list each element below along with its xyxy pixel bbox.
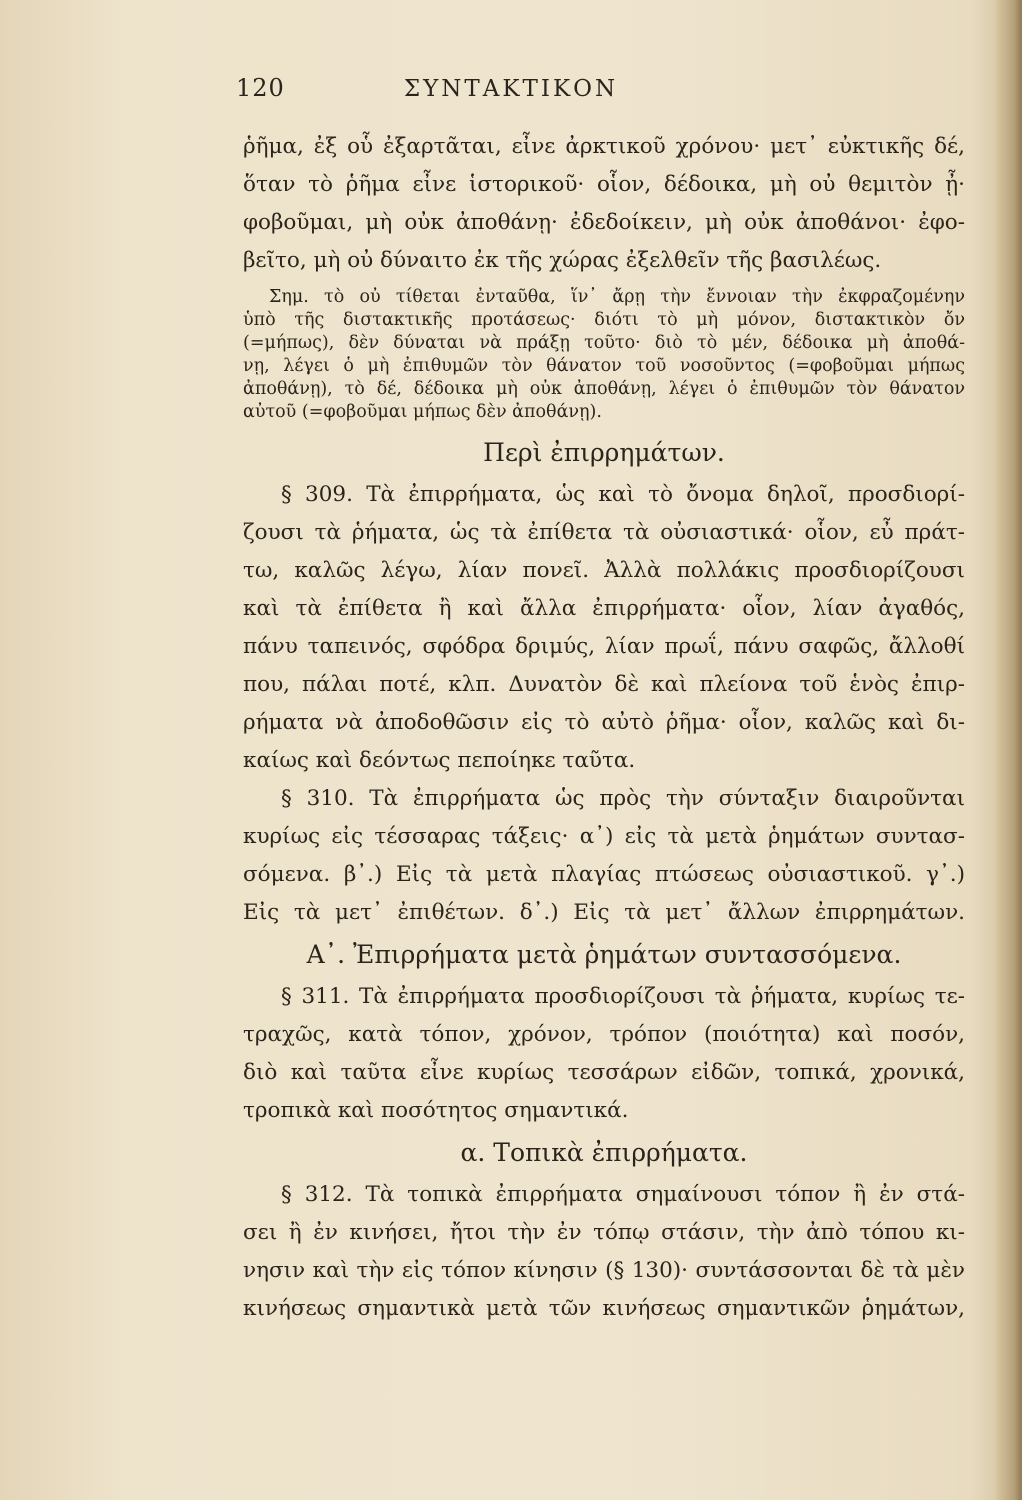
text-line: σόμενα. β᾽.) Εἰς τὰ μετὰ πλαγίας πτώσεως οὐσιαστικοῦ. γ᾽.) <box>243 862 965 887</box>
text-line: ὅταν τὸ ῥῆμα εἶνε ἱστορικοῦ· οἷον, δέδοικα, μὴ οὐ θεμιτὸν ᾖ· <box>243 172 965 197</box>
text-line: Εἰς τὰ μετ᾽ ἐπιθέτων. δ᾽.) Εἰς τὰ μετ᾽ ἄλλων ἐπιρρημάτων. <box>243 900 965 925</box>
text-line: καὶ τὰ ἐπίθετα ἢ καὶ ἄλλα ἐπιρρήματα· οἷον, λίαν ἀγαθός, <box>243 596 965 621</box>
text-line: κινήσεως σημαντικὰ μετὰ τῶν κινήσεως σημαντικῶν ῥημάτων, <box>243 1296 965 1321</box>
text-line: διὸ καὶ ταῦτα εἶνε κυρίως τεσσάρων εἰδῶν, τοπικά, χρονικά, <box>243 1060 965 1085</box>
text-line: φοβοῦμαι, μὴ οὐκ ἀποθάνῃ· ἐδεδοίκειν, μὴ οὐκ ἀποθάνοι· ἐφο- <box>243 210 965 235</box>
page-edge <box>996 0 1022 1500</box>
text-line: § 310. Τὰ ἐπιρρήματα ὡς πρὸς τὴν σύνταξιν διαιροῦνται <box>281 786 965 811</box>
note-line: νῃ, λέγει ὁ μὴ ἐπιθυμῶν τὸν θάνατον τοῦ νοσοῦντος (=φοβοῦμαι μήπως <box>243 356 965 376</box>
section-309 <box>243 476 965 780</box>
text-line: τω, καλῶς λέγω, λίαν πονεῖ. Ἀλλὰ πολλάκις προσδιορίζουσι <box>243 558 965 583</box>
text-body <box>243 128 965 1328</box>
text-line: βεῖτο, μὴ οὐ δύναιτο ἐκ τῆς χώρας ἐξελθεῖν τῆς βασιλέως. <box>243 248 882 273</box>
section-heading: Α᾽. Ἐπιρρήματα μετὰ ῥημάτων συντασσόμενα. <box>306 940 902 969</box>
note-line: (=μήπως), δὲν δύναται νὰ πράξῃ τοῦτο· διὸ τὸ μέν, δέδοικα μὴ ἀποθά- <box>243 333 965 353</box>
text-line: σει ἢ ἐν κινήσει, ἤτοι τὴν ἐν τόπῳ στάσιν, τὴν ἀπὸ τόπου κι- <box>243 1220 965 1245</box>
section-heading: α. Τοπικὰ ἐπιρρήματα. <box>460 1138 748 1167</box>
text-line: τροπικὰ καὶ ποσότητος σημαντικά. <box>243 1098 629 1123</box>
note-line: ἀποθάνῃ), τὸ δέ, δέδοικα μὴ οὐκ ἀποθάνῃ, λέγει ὁ ἐπιθυμῶν τὸν θάνατον <box>243 379 965 399</box>
note-line: ὑπὸ τῆς διστακτικῆς προτάσεως· διότι τὸ μὴ μόνον, διστακτικὸν ὄν <box>243 310 965 330</box>
section-heading: Περὶ ἐπιρρημάτων. <box>483 438 725 467</box>
text-line: που, πάλαι ποτέ, κλπ. Δυνατὸν δὲ καὶ πλείονα τοῦ ἑνὸς ἐπιρ- <box>243 672 965 697</box>
text-line: καίως καὶ δεόντως πεποίηκε ταῦτα. <box>243 748 636 773</box>
text-line: § 312. Τὰ τοπικὰ ἐπιρρήματα σημαίνουσι τόπον ἢ ἐν στά- <box>281 1182 965 1207</box>
text-line: κυρίως εἰς τέσσαρας τάξεις· α᾽) εἰς τὰ μετὰ ῥημάτων συντασ- <box>243 824 965 849</box>
section-310 <box>243 780 965 932</box>
text-line: νησιν καὶ τὴν εἰς τόπον κίνησιν (§ 130)· συντάσσονται δὲ τὰ μὲν <box>243 1258 965 1283</box>
text-line: ῥῆμα, ἐξ οὗ ἐξαρτᾶται, εἶνε ἀρκτικοῦ χρόνου· μετ᾽ εὐκτικῆς δέ, <box>243 134 965 159</box>
note-line: αὐτοῦ (=φοβοῦμαι μήπως δὲν ἀποθάνῃ). <box>243 402 602 422</box>
text-line: § 309. Τὰ ἐπιρρήματα, ὡς καὶ τὸ ὄνομα δηλοῖ, προσδιορί- <box>281 482 965 507</box>
section-311 <box>243 978 965 1130</box>
note-line: Σημ. τὸ οὐ τίθεται ἐνταῦθα, ἵν᾽ ἄρῃ τὴν ἔννοιαν τὴν ἐκφραζομένην <box>269 287 965 307</box>
section-312 <box>243 1176 965 1328</box>
running-head: ΣΥΝΤΑΚΤΙΚΟΝ <box>403 76 619 102</box>
paragraph-continuation <box>243 128 965 280</box>
text-line: § 311. Τὰ ἐπιρρήματα προσδιορίζουσι τὰ ῥήματα, κυρίως τε- <box>281 984 965 1009</box>
page-number: 120 <box>236 74 285 102</box>
text-line: τραχῶς, κατὰ τόπον, χρόνον, τρόπον (ποιότητα) καὶ ποσόν, <box>243 1022 965 1047</box>
text-line: πάνυ ταπεινός, σφόδρα δριμύς, λίαν πρωΐ, πάνυ σαφῶς, ἄλλοθί <box>243 634 965 659</box>
note-block <box>243 286 965 424</box>
text-line: ρήματα νὰ ἀποδοθῶσιν εἰς τὸ αὐτὸ ῥῆμα· οἷον, καλῶς καὶ δι- <box>243 710 965 735</box>
text-line: ζουσι τὰ ῥήματα, ὡς τὰ ἐπίθετα τὰ οὐσιαστικά· οἷον, εὖ πράτ- <box>243 520 965 545</box>
